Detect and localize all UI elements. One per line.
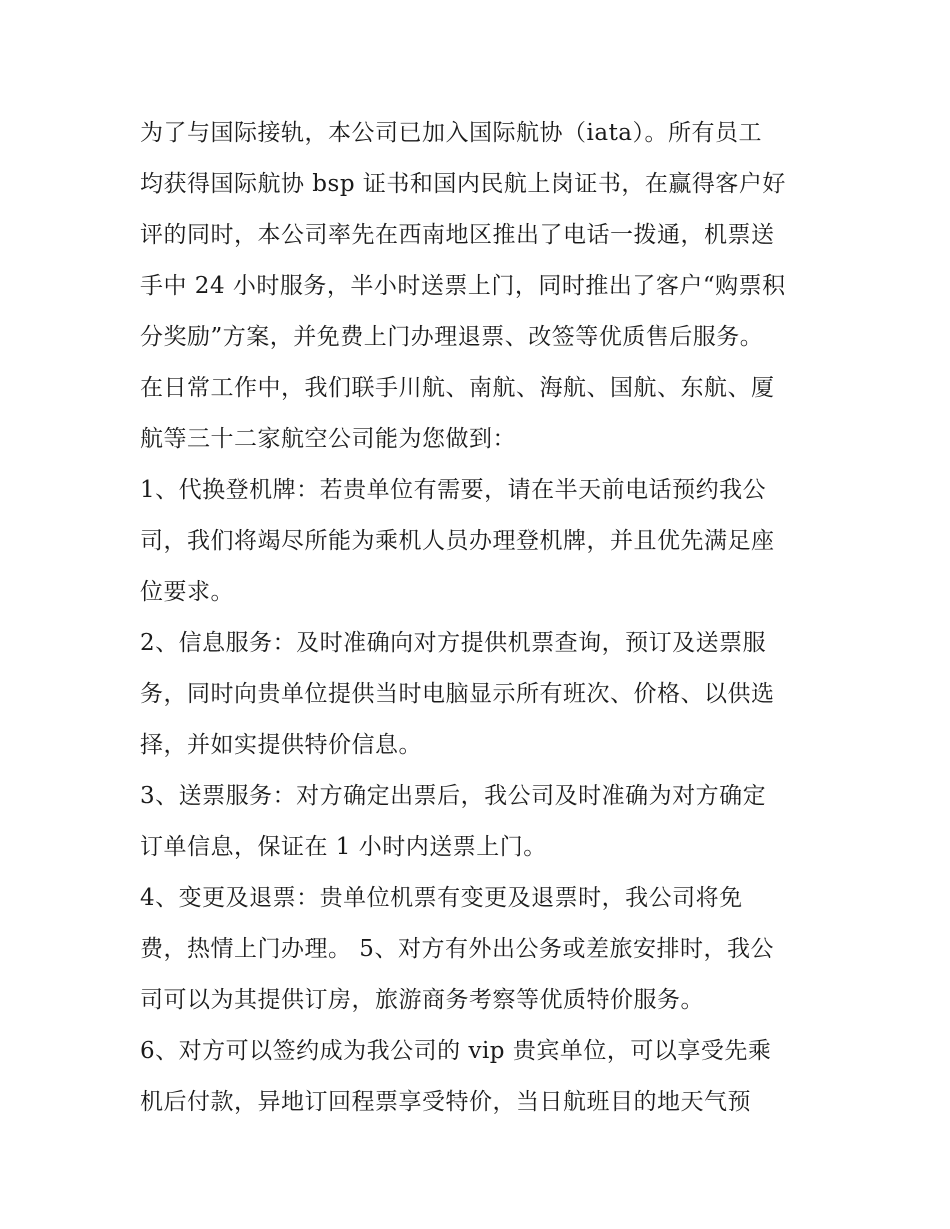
text-line: 航等三十二家航空公司能为您做到： (140, 426, 516, 452)
text-line: 评的同时，本公司率先在西南地区推出了电话一拨通，机票送 (140, 222, 775, 248)
body-text (140, 108, 820, 1128)
text-line: 2、信息服务：及时准确向对方提供机票查询，预订及送票服 (140, 630, 767, 656)
text-line: 手中 24 小时服务，半小时送票上门，同时推出了客户“购票积 (140, 273, 786, 299)
text-line: 机后付款，异地订回程票享受特价，当日航班目的地天气预 (140, 1089, 751, 1115)
text-line: 6、对方可以签约成为我公司的 vip 贵宾单位，可以享受先乘 (140, 1038, 772, 1064)
text-line: 订单信息，保证在 1 小时内送票上门。 (140, 834, 547, 860)
text-line: 为了与国际接轨，本公司已加入国际航协（iata）。所有员工 (140, 120, 763, 146)
text-line: 位要求。 (140, 579, 234, 605)
text-line: 在日常工作中，我们联手川航、南航、海航、国航、东航、厦 (140, 375, 775, 401)
text-line: 1、代换登机牌：若贵单位有需要，请在半天前电话预约我公 (140, 477, 767, 503)
text-line: 费，热情上门办理。 5、对方有外出公务或差旅安排时，我公 (140, 936, 774, 962)
text-line: 4、变更及退票：贵单位机票有变更及退票时，我公司将免 (140, 885, 743, 911)
text-line: 分奖励”方案，并免费上门办理退票、改签等优质售后服务。 (140, 324, 764, 350)
text-line: 务，同时向贵单位提供当时电脑显示所有班次、价格、以供选 (140, 681, 775, 707)
text-line: 均获得国际航协 bsp 证书和国内民航上岗证书，在赢得客户好 (140, 171, 786, 197)
text-line: 择，并如实提供特价信息。 (140, 732, 422, 758)
text-line: 司可以为其提供订房，旅游商务考察等优质特价服务。 (140, 987, 704, 1013)
text-line: 3、送票服务：对方确定出票后，我公司及时准确为对方确定 (140, 783, 767, 809)
text-line: 司，我们将竭尽所能为乘机人员办理登机牌，并且优先满足座 (140, 528, 775, 554)
